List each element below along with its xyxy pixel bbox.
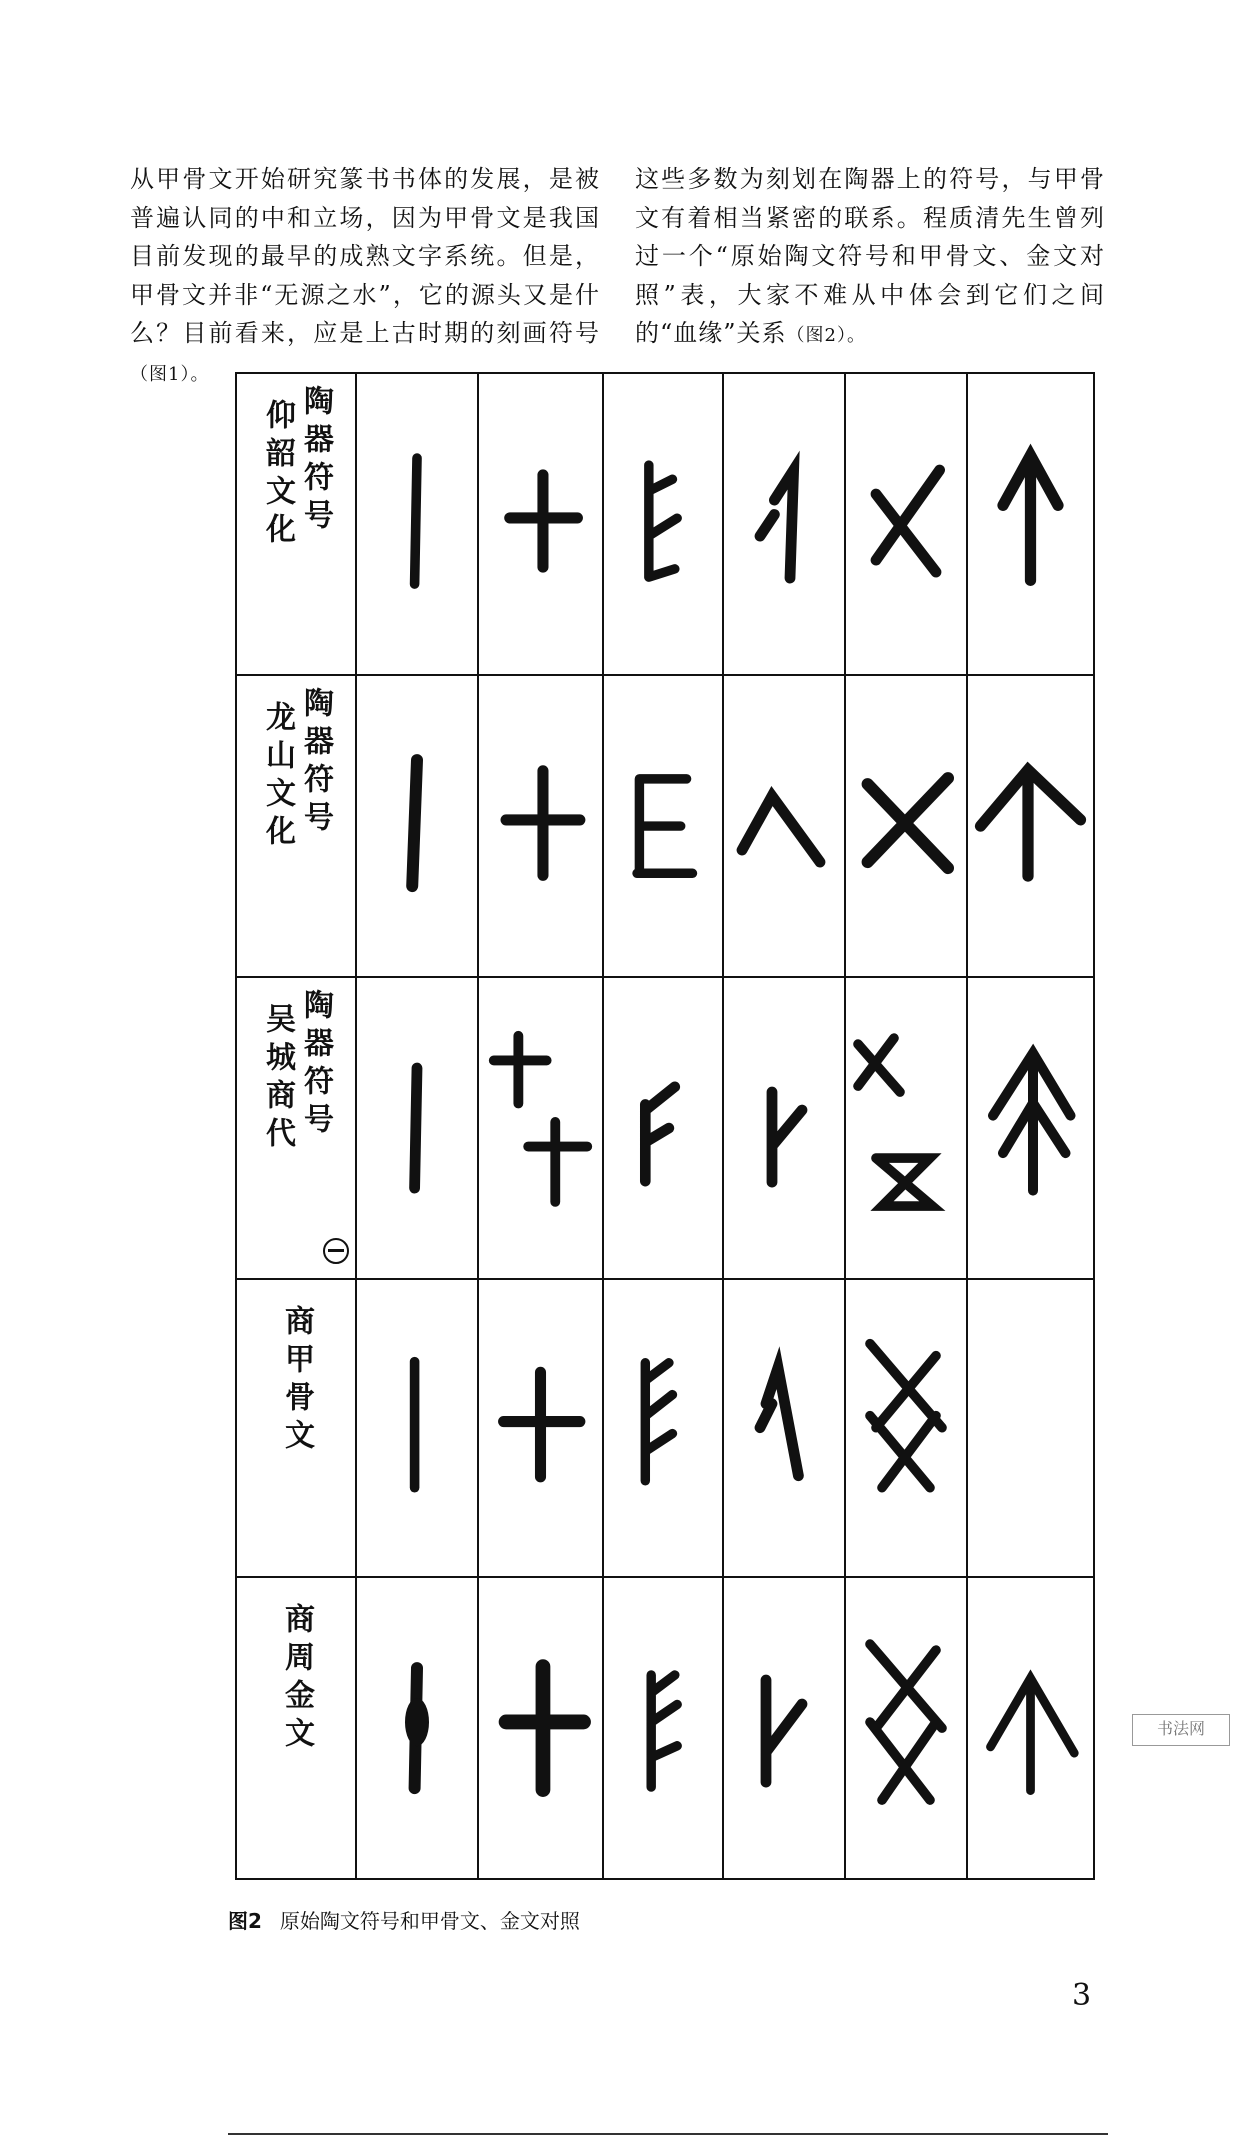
table-row	[236, 1577, 1094, 1879]
symbol-x	[845, 675, 967, 977]
row-label	[236, 373, 356, 675]
table-row	[236, 373, 1094, 675]
figure-caption-text: 原始陶文符号和甲骨文、金文对照	[279, 1909, 580, 1933]
symbol-cross	[478, 373, 603, 675]
row-label-col1: 龙山文化	[260, 701, 295, 854]
symbol-branch	[603, 1577, 723, 1879]
figure-caption	[228, 1905, 580, 1934]
symbol-vertical-stroke	[356, 1279, 478, 1576]
row-label-col2: 陶器符号	[298, 989, 333, 1142]
table-row	[236, 675, 1094, 977]
symbol-branch	[603, 373, 723, 675]
symbol-vertical-stroke	[356, 977, 478, 1279]
row-label-col1: 吴城商代	[260, 1003, 295, 1156]
figure-ref-1: （图1）。	[130, 363, 210, 385]
symbol-arrow	[967, 373, 1094, 675]
symbol-caret	[723, 675, 845, 977]
symbol-branch	[603, 1279, 723, 1576]
row-label	[236, 1577, 356, 1879]
symbol-vertical-stroke	[356, 373, 478, 675]
symbol-e-shape	[603, 675, 723, 977]
symbol-x	[845, 373, 967, 675]
paragraph-right-text: 这些多数为刻划在陶器上的符号，与甲骨文有着相当紧密的联系。程质清先生曾列过一个“原始陶文符号和甲骨文、金文对照”表，大家不难从中体会到它们之间的“血缘”关系	[635, 165, 1105, 347]
table-row	[236, 1279, 1094, 1576]
symbol-arrow	[967, 675, 1094, 977]
symbol-branch	[723, 977, 845, 1279]
paragraph-left	[130, 160, 600, 394]
row-label-col1: 商周金文	[279, 1602, 314, 1755]
watermark-logo: 书法网	[1132, 1714, 1230, 1746]
symbol-hook	[723, 373, 845, 675]
row-label	[236, 675, 356, 977]
symbol-double-x	[845, 1577, 967, 1879]
row-label-col2: 陶器符号	[298, 687, 333, 840]
symbol-double-cross	[478, 977, 603, 1279]
comparison-table	[235, 372, 1095, 1880]
symbol-vertical-stroke	[356, 675, 478, 977]
row-label-col2: 陶器符号	[298, 385, 333, 537]
symbol-vertical-stroke	[356, 1577, 478, 1879]
paragraph-left-text: 从甲骨文开始研究篆书书体的发展，是被普遍认同的中和立场，因为甲骨文是我国目前发现的最早的成熟文字系统。但是，甲骨文并非“无源之水”，它的源头又是什么？目前看来，应是上古时期的刻画符号	[130, 165, 600, 347]
symbol-cross	[478, 675, 603, 977]
symbol-double-x	[845, 1279, 967, 1576]
symbol-arrow	[967, 1577, 1094, 1879]
symbol-hook	[723, 1279, 845, 1576]
page-number: 3	[1072, 1978, 1092, 2013]
paragraph-right	[635, 160, 1105, 356]
symbol-branch	[723, 1577, 845, 1879]
symbol-cross	[478, 1577, 603, 1879]
table-row	[236, 977, 1094, 1279]
symbol-tree	[967, 977, 1094, 1279]
symbol-empty	[967, 1279, 1094, 1576]
row-label-col1: 商甲骨文	[279, 1305, 314, 1458]
figure-ref-2: （图2）。	[786, 325, 866, 346]
symbol-flag	[603, 977, 723, 1279]
figure-number: 图2	[228, 1909, 262, 1933]
row-label	[236, 1279, 356, 1576]
symbol-x-hourglass	[845, 977, 967, 1279]
row-label	[236, 977, 356, 1279]
row-label-col1: 仰韶文化	[260, 399, 295, 551]
symbol-cross	[478, 1279, 603, 1576]
